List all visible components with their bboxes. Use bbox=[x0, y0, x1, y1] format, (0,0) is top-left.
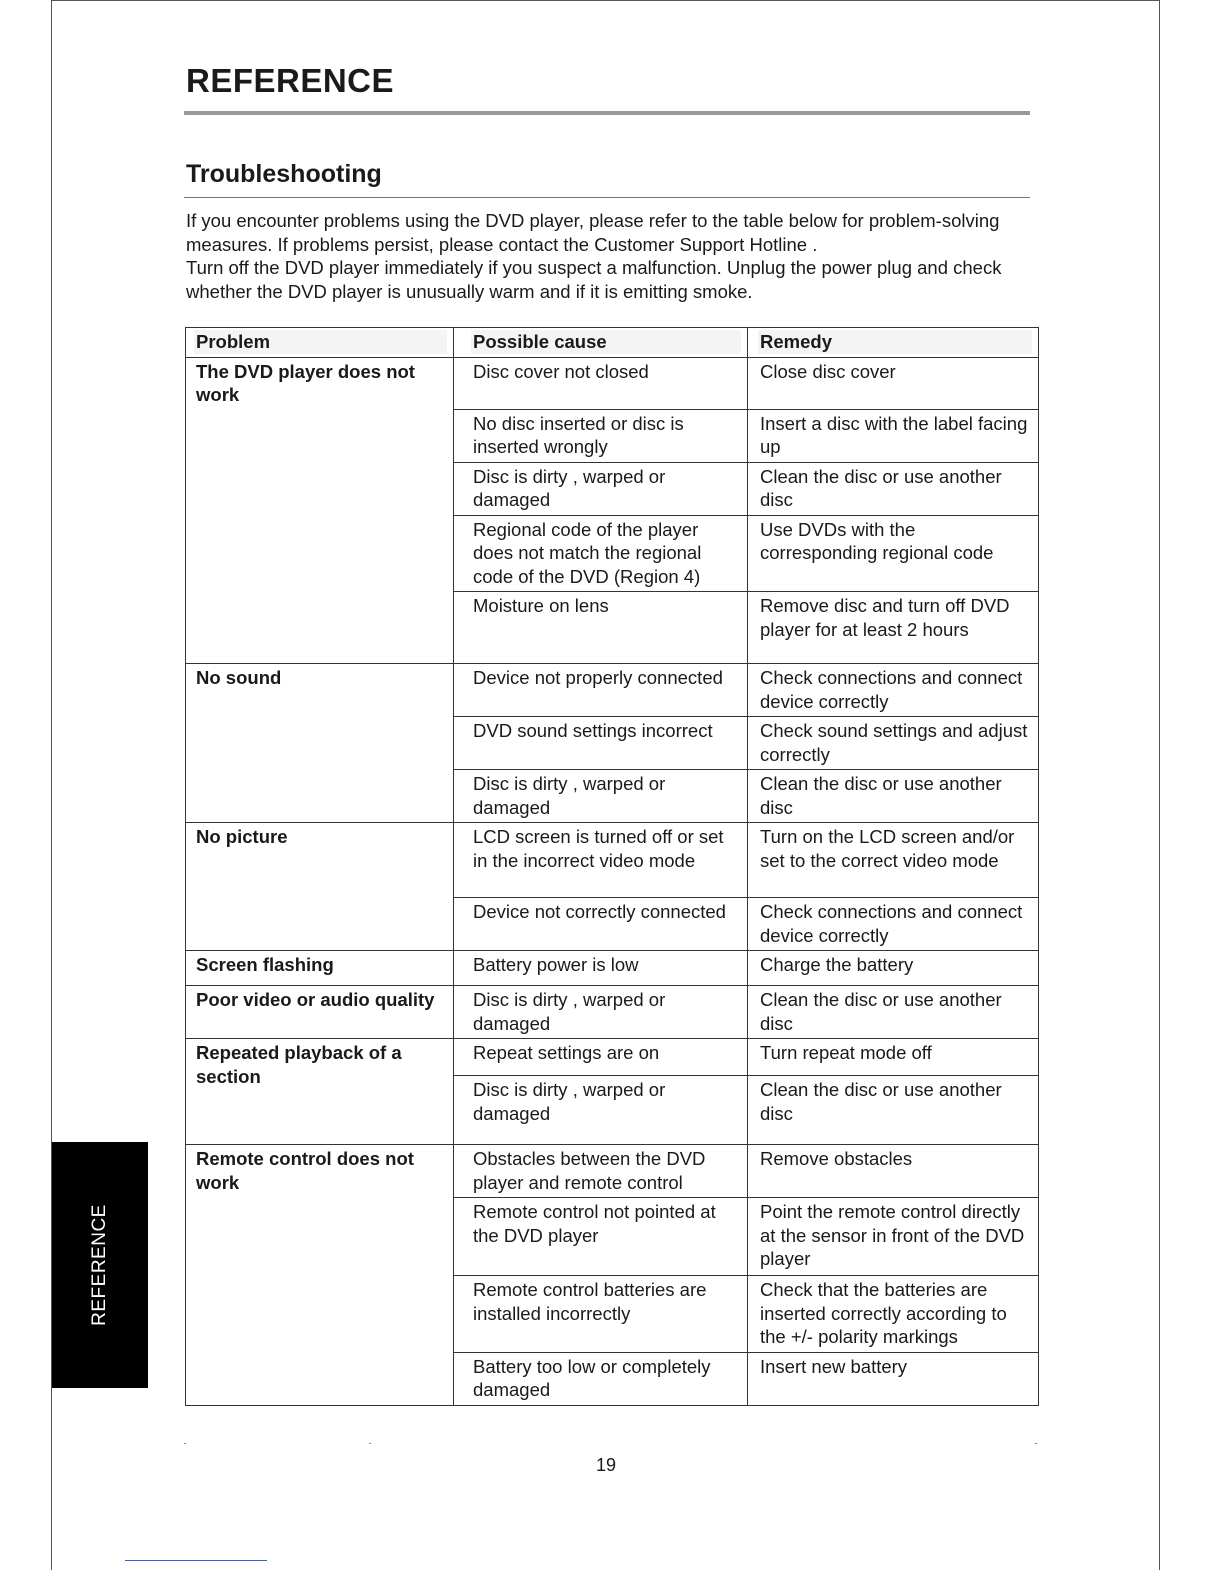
page-number: 19 bbox=[595, 1455, 617, 1475]
remedy-cell: Clean the disc or use another disc bbox=[748, 986, 1039, 1039]
footer-dot bbox=[369, 1443, 371, 1444]
cause-cell: Disc cover not closed bbox=[454, 357, 748, 409]
header-remedy: Remedy bbox=[748, 328, 1039, 358]
header-problem: Problem bbox=[186, 328, 454, 358]
table-row bbox=[186, 664, 1039, 717]
section-divider bbox=[184, 197, 1030, 198]
remedy-cell: Clean the disc or use another disc bbox=[748, 1076, 1039, 1145]
problem-cell: Poor video or audio quality bbox=[186, 986, 454, 1039]
table-body bbox=[186, 357, 1039, 1405]
cause-cell: Disc is dirty , warped or damaged bbox=[454, 462, 748, 515]
cause-cell: Battery power is low bbox=[454, 951, 748, 986]
page-border-right bbox=[1159, 0, 1160, 1570]
cause-cell: Remote control batteries are installed incorrectly bbox=[454, 1276, 748, 1353]
remedy-cell: Use DVDs with the corresponding regional code bbox=[748, 515, 1039, 592]
side-tab-label: REFERENCE bbox=[89, 1204, 110, 1326]
table-row bbox=[186, 357, 1039, 409]
cause-cell: Remote control not pointed at the DVD player bbox=[454, 1198, 748, 1276]
heading-divider bbox=[184, 111, 1030, 115]
table-row bbox=[186, 986, 1039, 1039]
table-row bbox=[186, 951, 1039, 986]
remedy-cell: Check connections and connect device correctly bbox=[748, 898, 1039, 951]
cause-cell: Disc is dirty , warped or damaged bbox=[454, 770, 748, 823]
cause-cell: No disc inserted or disc is inserted wrongly bbox=[454, 409, 748, 462]
cause-cell: Disc is dirty , warped or damaged bbox=[454, 986, 748, 1039]
remedy-cell: Charge the battery bbox=[748, 951, 1039, 986]
problem-cell: No sound bbox=[186, 664, 454, 823]
problem-cell: Remote control does not work bbox=[186, 1145, 454, 1406]
problem-cell: Screen flashing bbox=[186, 951, 454, 986]
cause-cell: Regional code of the player does not match the regional code of the DVD (Region 4) bbox=[454, 515, 748, 592]
bottom-link-underline bbox=[125, 1560, 267, 1561]
section-title: Troubleshooting bbox=[186, 160, 382, 188]
remedy-cell: Clean the disc or use another disc bbox=[748, 770, 1039, 823]
problem-cell: Repeated playback of a section bbox=[186, 1039, 454, 1145]
footer-dot bbox=[184, 1443, 186, 1444]
table-row bbox=[186, 1145, 1039, 1198]
footer-dot bbox=[1035, 1443, 1037, 1444]
troubleshooting-table bbox=[185, 327, 1039, 1406]
remedy-cell: Insert new battery bbox=[748, 1352, 1039, 1405]
remedy-cell: Check connections and connect device correctly bbox=[748, 664, 1039, 717]
page-heading: REFERENCE bbox=[186, 62, 395, 99]
intro-text bbox=[186, 209, 1036, 303]
cause-cell: DVD sound settings incorrect bbox=[454, 717, 748, 770]
cause-cell: Device not properly connected bbox=[454, 664, 748, 717]
cause-cell: Repeat settings are on bbox=[454, 1039, 748, 1076]
remedy-cell: Clean the disc or use another disc bbox=[748, 462, 1039, 515]
remedy-cell: Insert a disc with the label facing up bbox=[748, 409, 1039, 462]
remedy-cell: Remove disc and turn off DVD player for at least 2 hours bbox=[748, 592, 1039, 664]
page-border-top bbox=[51, 0, 1160, 1]
header-possible-cause: Possible cause bbox=[454, 328, 748, 358]
remedy-cell: Remove obstacles bbox=[748, 1145, 1039, 1198]
cause-cell: Moisture on lens bbox=[454, 592, 748, 664]
cause-cell: Device not correctly connected bbox=[454, 898, 748, 951]
cause-cell: Obstacles between the DVD player and remote control bbox=[454, 1145, 748, 1198]
remedy-cell: Check sound settings and adjust correctly bbox=[748, 717, 1039, 770]
problem-cell: No picture bbox=[186, 823, 454, 951]
cause-cell: Disc is dirty , warped or damaged bbox=[454, 1076, 748, 1145]
side-section-tab bbox=[52, 1142, 148, 1388]
remedy-cell: Turn repeat mode off bbox=[748, 1039, 1039, 1076]
remedy-cell: Check that the batteries are inserted correctly according to the +/- polarity markings bbox=[748, 1276, 1039, 1353]
remedy-cell: Close disc cover bbox=[748, 357, 1039, 409]
intro-paragraph-1: If you encounter problems using the DVD player, please refer to the table below for problem-solving measures. If problems persist, please contact the Customer Support Hotline . bbox=[186, 210, 1000, 255]
remedy-cell: Point the remote control directly at the sensor in front of the DVD player bbox=[748, 1198, 1039, 1276]
table-row bbox=[186, 1039, 1039, 1076]
remedy-cell: Turn on the LCD screen and/or set to the correct video mode bbox=[748, 823, 1039, 898]
intro-paragraph-2: Turn off the DVD player immediately if you suspect a malfunction. Unplug the power plug and check whether the DVD player is unusually warm and if it is emitting smoke. bbox=[186, 257, 1002, 302]
cause-cell: LCD screen is turned off or set in the incorrect video mode bbox=[454, 823, 748, 898]
table-row bbox=[186, 823, 1039, 898]
table-header-row bbox=[186, 328, 1039, 358]
problem-cell: The DVD player does not work bbox=[186, 357, 454, 664]
cause-cell: Battery too low or completely damaged bbox=[454, 1352, 748, 1405]
